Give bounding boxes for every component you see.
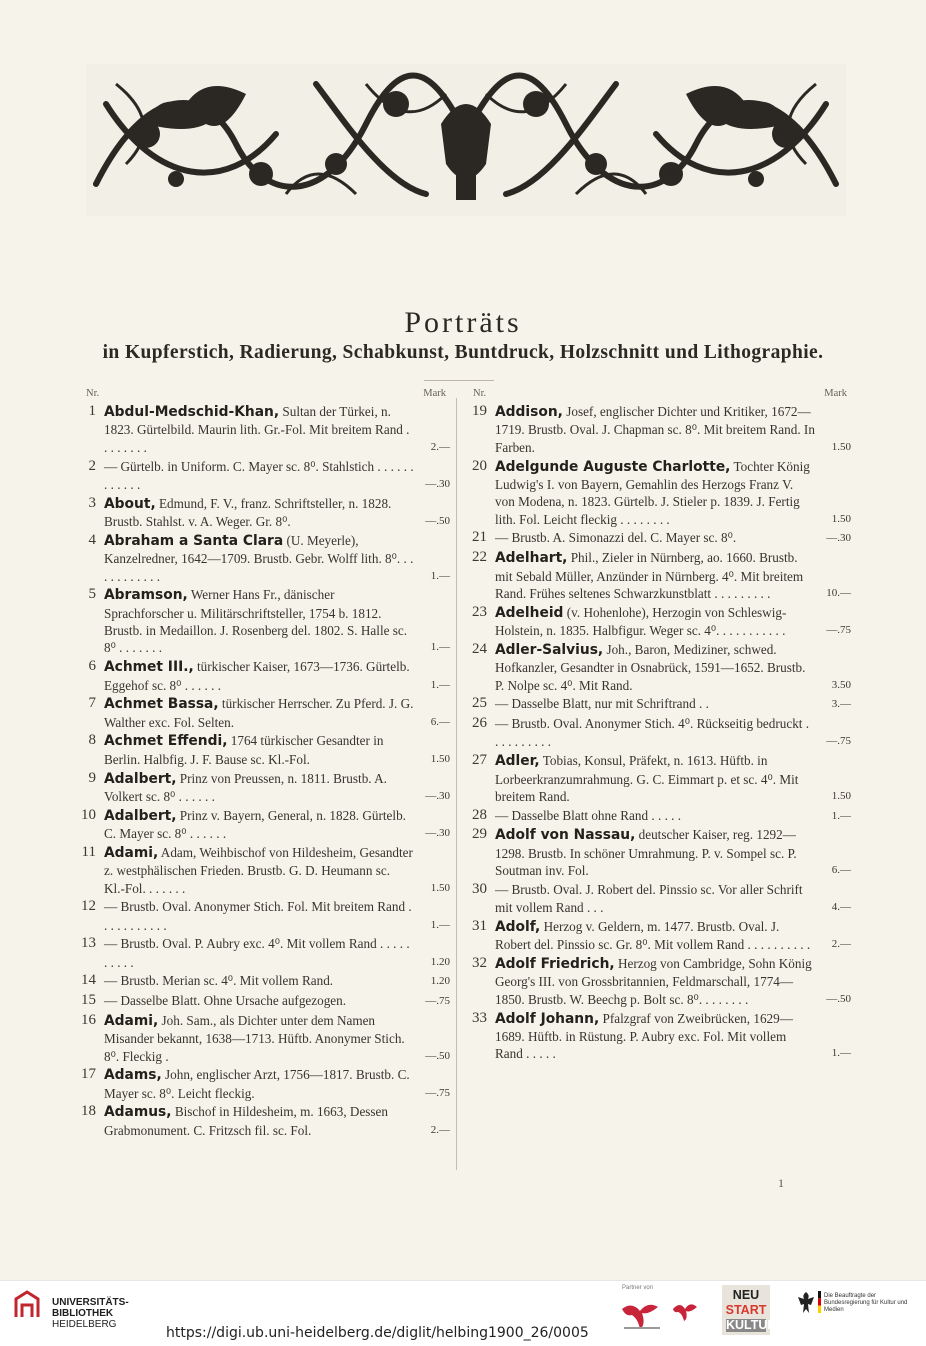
column-head-mark: Mark xyxy=(824,388,847,399)
entry-number: 23 xyxy=(472,603,487,620)
entry-number: 6 xyxy=(88,658,96,675)
entry-number: 11 xyxy=(81,843,96,860)
page-url-link[interactable]: https://digi.ub.uni-heidelberg.de/diglit/helbing1900_26/0005 xyxy=(166,1325,589,1341)
entry-number: 19 xyxy=(472,403,487,419)
entry-name: Adalbert, xyxy=(104,770,177,787)
entry-number: 27 xyxy=(472,752,487,769)
entry-name: Adamus, xyxy=(104,1104,172,1121)
catalog-entry xyxy=(76,935,450,971)
entry-price: 1.— xyxy=(430,678,450,691)
federal-eagle-icon xyxy=(796,1289,816,1319)
entry-number: 18 xyxy=(81,1103,96,1120)
entry-number: 1 xyxy=(88,403,96,419)
catalog-entry xyxy=(467,1010,851,1063)
catalog-entry xyxy=(467,881,851,917)
entry-description: — Brustb. Merian sc. 4⁰. Mit vollem Rand. xyxy=(104,973,334,989)
entry-list-right xyxy=(467,403,851,1063)
entry-description: — Brustb. A. Simonazzi del. C. Mayer sc. 8⁰. xyxy=(495,530,737,546)
entry-price: 1.50 xyxy=(430,752,450,765)
entry-price: 1.— xyxy=(831,1047,851,1060)
catalog-entry xyxy=(76,532,450,585)
catalog-entry xyxy=(76,658,450,694)
entry-name: Adams, xyxy=(104,1067,162,1084)
entry-price: —.75 xyxy=(425,1086,450,1099)
entry-price: 1.50 xyxy=(831,440,851,453)
entry-number: 16 xyxy=(81,1011,96,1028)
entry-name: Achmet Effendi, xyxy=(104,733,228,750)
entry-price: 10.— xyxy=(826,586,851,599)
entry-description: Joh. Sam., als Dichter unter dem Namen Misander bekannt, 1638—1713. Hüftb. Anonymer Stich. 8⁰. Fleckig . xyxy=(104,1012,405,1064)
catalog-entry xyxy=(467,549,851,602)
entry-description: — Dasselbe Blatt ohne Rand . . . . . xyxy=(495,807,682,823)
entry-description: türkischer Kaiser, 1673—1736. Gürtelb. Eggehof sc. 8⁰ . . . . . . xyxy=(104,659,410,693)
entry-number: 7 xyxy=(88,695,96,712)
catalog-entry xyxy=(76,1066,450,1102)
entry-description: John, englischer Arzt, 1756—1817. Brustb. C. Mayer sc. 8⁰. Leicht fleckig. xyxy=(104,1067,410,1101)
column-divider xyxy=(456,398,457,1170)
entry-description: — Dasselbe Blatt. Ohne Ursache aufgezogen. xyxy=(104,993,347,1009)
column-header xyxy=(467,388,851,403)
entry-description: Adam, Weihbischof von Hildesheim, Gesandter z. westphälischen Frieden. Brustb. G. D. Heumann sc. Kl.-Fol. . . . . . . xyxy=(104,844,413,896)
entry-price: 3.50 xyxy=(831,678,851,691)
entry-description: Bischof in Hildesheim, m. 1663, Dessen Grabmonument. C. Fritzsch fil. sc. Fol. xyxy=(104,1104,389,1138)
entry-price: 2.— xyxy=(430,1123,450,1136)
deutsche-digitale-bibliothek-logo-icon[interactable] xyxy=(618,1295,666,1335)
entry-price: 2.— xyxy=(831,938,851,951)
entry-number: 3 xyxy=(88,494,96,511)
entry-price: —.50 xyxy=(425,515,450,528)
entry-number: 32 xyxy=(472,955,487,972)
entry-name: Adler, xyxy=(495,753,540,770)
entry-price: —.75 xyxy=(826,735,851,748)
entry-number: 22 xyxy=(472,549,487,566)
entry-name: Addison, xyxy=(495,404,563,420)
page-title: Porträts xyxy=(404,306,522,339)
entry-description: — Brustb. Oval. J. Robert del. Pinssio sc. Vor aller Schrift mit vollem Rand . . . xyxy=(495,881,803,916)
entry-description: Werner Hans Fr., dänischer Sprachforscher u. Militärschriftsteller, 1754 b. 1812. Brustb. in Medaillon. J. Rosenberg del. 1802. S. Halle sc. 8⁰ . . . . . . . xyxy=(104,587,408,656)
entry-price: 1.— xyxy=(831,809,851,822)
entry-description: — Brustb. Oval. Anonymer Stich. 4⁰. Rückseitig bedruckt . . . . . . . . . . xyxy=(495,715,810,750)
entry-price: —.30 xyxy=(425,827,450,840)
entry-number: 13 xyxy=(81,935,96,952)
entry-number: 20 xyxy=(472,457,487,474)
catalog-entry xyxy=(467,752,851,805)
university-library-logo-icon[interactable] xyxy=(12,1289,42,1321)
entry-price: 1.50 xyxy=(831,789,851,802)
entry-description: Herzog v. Geldern, m. 1477. Brustb. Oval. J. Robert del. Pinssio sc. Gr. 8⁰. Mit vollem Rand . . . . . . . . . . xyxy=(495,918,811,953)
flag-stripes-icon xyxy=(818,1291,821,1313)
entry-name: Adolf, xyxy=(495,918,541,935)
entry-list-left xyxy=(76,403,450,1139)
partner-label: Partner von xyxy=(622,1285,654,1291)
entry-price: —.30 xyxy=(826,532,851,545)
catalog-entry xyxy=(467,641,851,694)
neustart-kultur-logo[interactable]: NEU START KULTUR xyxy=(722,1285,770,1335)
entry-number: 9 xyxy=(88,769,96,786)
entry-price: 6.— xyxy=(831,864,851,877)
entry-number: 33 xyxy=(472,1009,487,1026)
column-head-nr: Nr. xyxy=(473,388,487,399)
entry-description: Sultan der Türkei, n. 1823. Gürtelbild. Maurin lith. Gr.-Fol. Mit breitem Rand . . . . . . . . xyxy=(104,404,410,455)
entry-number: 8 xyxy=(88,732,96,749)
catalog-entry xyxy=(76,770,450,806)
catalog-entry xyxy=(467,403,851,456)
entry-description: — Dasselbe Blatt, nur mit Schriftrand . . xyxy=(495,696,709,712)
entry-price: —.30 xyxy=(425,477,450,490)
catalog-entry xyxy=(467,695,851,713)
entry-name: Adolf Johann, xyxy=(495,1010,600,1027)
entry-name: Achmet III., xyxy=(104,659,194,676)
entry-name: Abraham a Santa Clara xyxy=(104,532,284,549)
entry-number: 10 xyxy=(81,806,96,823)
ornamental-header-vignette xyxy=(86,64,846,216)
catalog-entry xyxy=(76,1012,450,1065)
entry-name: Adelgunde Auguste Charlotte, xyxy=(495,458,731,475)
entry-number: 4 xyxy=(88,531,96,548)
entry-description: Tochter König Ludwig's I. von Bayern, Gemahlin des Herzogs Franz V. von Modena, n. 1823. Gürtelb. J. Stieler p. 1839. J. Fertig lith. Fol. Leicht fleckig . . . . . . . . xyxy=(495,458,810,527)
entry-price: 1.— xyxy=(430,569,450,582)
entry-price: 6.— xyxy=(430,715,450,728)
entry-number: 28 xyxy=(472,806,487,823)
catalog-entry xyxy=(76,807,450,843)
page-number: 1 xyxy=(778,1176,784,1190)
entry-name: Adalbert, xyxy=(104,807,177,824)
entry-number: 26 xyxy=(472,714,487,731)
entry-number: 30 xyxy=(472,880,487,897)
entry-description: türkischer Herrscher. Zu Pferd. J. G. Walther exc. Fol. Selten. xyxy=(104,696,414,730)
catalog-entry xyxy=(76,1103,450,1139)
catalog-entry xyxy=(76,898,450,934)
entry-price: 2.— xyxy=(430,440,450,453)
entry-description: Tobias, Konsul, Präfekt, n. 1613. Hüftb. in Lorbeerkranzumrahmung. G. C. Eimmart p. et sc. 4⁰. Mit breitem Rand. xyxy=(495,753,799,804)
catalog-entry xyxy=(76,495,450,531)
entry-price: —.75 xyxy=(425,995,450,1008)
partner-bird-logo-icon[interactable] xyxy=(670,1299,700,1323)
page-subtitle: in Kupferstich, Radierung, Schabkunst, Buntdruck, Holzschnitt und Lithographie. xyxy=(102,342,824,363)
entry-price: 1.20 xyxy=(430,975,450,988)
entry-number: 21 xyxy=(472,529,487,546)
viewer-footer xyxy=(0,1280,926,1346)
entry-price: —.30 xyxy=(425,789,450,802)
right-column xyxy=(467,388,851,1064)
catalog-entry xyxy=(76,732,450,768)
entry-price: 1.50 xyxy=(831,512,851,525)
bkm-label: Die Beauftragte der Bundesregierung für Kultur und Medien xyxy=(824,1293,908,1313)
catalog-entry xyxy=(467,715,851,751)
entry-price: 1.— xyxy=(430,918,450,931)
catalog-entry xyxy=(76,972,450,990)
catalog-entry xyxy=(76,695,450,731)
entry-price: 1.— xyxy=(430,641,450,654)
entry-number: 31 xyxy=(472,917,487,934)
entry-number: 15 xyxy=(81,992,96,1009)
entry-description: Prinz v. Bayern, General, n. 1828. Gürtelb. C. Mayer sc. 8⁰ . . . . . . xyxy=(104,807,406,842)
entry-number: 17 xyxy=(81,1066,96,1083)
entry-description: — Brustb. Oval. Anonymer Stich. Fol. Mit breitem Rand . . . . . . . . . . . xyxy=(104,899,412,933)
entry-description: Pfalzgraf von Zweibrücken, 1629—1689. Hüftb. in Rüstung. P. Aubry exc. Fol. Mit vollem Rand . . . . . xyxy=(495,1010,793,1062)
entry-description: Josef, englischer Dichter und Kritiker, 1672—1719. Brustb. Oval. J. Chapman sc. 8⁰. Mit breitem Rand. In Farben. xyxy=(495,404,815,455)
entry-name: Abdul-Medschid-Khan, xyxy=(104,404,280,420)
entry-price: —.50 xyxy=(826,992,851,1005)
entry-price: —.50 xyxy=(425,1049,450,1062)
entry-name: Adolf Friedrich, xyxy=(495,956,615,973)
entry-description: (U. Meyerle), Kanzelredner, 1642—1709. Brustb. Gebr. Wolff lith. 8⁰. . . . . . . . . . . . xyxy=(104,532,414,584)
entry-price: —.75 xyxy=(826,624,851,637)
column-head-nr: Nr. xyxy=(86,388,100,399)
catalog-entry xyxy=(76,403,450,456)
entry-description: 1764 türkischer Gesandter in Berlin. Halbfig. J. F. Bause sc. Kl.-Fol. xyxy=(104,733,384,767)
catalog-entry xyxy=(467,604,851,640)
entry-name: About, xyxy=(104,495,156,512)
catalog-entry xyxy=(467,529,851,547)
entry-name: Abramson, xyxy=(104,587,188,604)
catalog-entry xyxy=(76,586,450,657)
entry-description: Phil., Zieler in Nürnberg, ao. 1660. Brustb. mit Sebald Müller, Anzünder in Nürnberg. 4⁰. Mit breitem Rand. Frühes seltenes Schwarzkunstblatt . . . . . . . . . xyxy=(495,550,804,601)
entry-name: Adelhart, xyxy=(495,550,568,567)
column-head-mark: Mark xyxy=(423,388,446,399)
entry-number: 24 xyxy=(472,640,487,657)
entry-description: Herzog von Cambridge, Sohn König Georg's III. von Grossbritannien, Feldmarschall, 1774—1850. Brustb. W. Beechg p. Bolt sc. 8⁰. . . . . . . . xyxy=(495,956,812,1007)
entry-number: 2 xyxy=(88,457,96,474)
entry-description: Edmund, F. V., franz. Schriftsteller, n. 1828. Brustb. Stahlst. v. A. Weger. Gr. 8⁰. xyxy=(104,495,392,530)
catalog-entry xyxy=(467,826,851,879)
entry-name: Adelheid xyxy=(495,604,564,621)
entry-name: Achmet Bassa, xyxy=(104,696,219,713)
entry-description: — Brustb. Oval. P. Aubry exc. 4⁰. Mit vollem Rand . . . . . . . . . . xyxy=(104,936,410,970)
entry-number: 5 xyxy=(88,586,96,603)
entry-description: Joh., Baron, Mediziner, schwed. Hofkanzler, Gesandter in Osnabrück, 1591—1652. Brustb. P. Nolpe sc. 4⁰. Mit Rand. xyxy=(495,641,806,693)
entry-description: (v. Hohenlohe), Herzogin von Schleswig-Holstein, n. 1835. Halbfigur. Weger sc. 4⁰. . . . . . . . . . . xyxy=(495,604,787,639)
university-library-name[interactable]: UNIVERSITÄTS- BIBLIOTHEK HEIDELBERG xyxy=(52,1297,129,1330)
catalog-entry xyxy=(467,458,851,529)
left-column xyxy=(76,388,450,1141)
entry-number: 29 xyxy=(472,826,487,843)
entry-number: 25 xyxy=(472,695,487,712)
entry-name: Adolf von Nassau, xyxy=(495,827,636,844)
entry-price: 3.— xyxy=(831,698,851,711)
entry-description: deutscher Kaiser, reg. 1292—1298. Brustb. In schöner Umrahmung. P. v. Sompel sc. P. Soutman inv. Fol. xyxy=(495,827,797,879)
catalog-entry xyxy=(467,955,851,1008)
title-rule xyxy=(424,380,494,381)
entry-price: 1.50 xyxy=(430,881,450,894)
catalog-entry xyxy=(467,918,851,954)
entry-name: Adami, xyxy=(104,1012,159,1029)
entry-description: — Gürtelb. in Uniform. C. Mayer sc. 8⁰. Stahlstich . . . . . . . . . . . . xyxy=(104,458,414,492)
column-header xyxy=(76,388,450,403)
catalog-entry xyxy=(76,458,450,494)
entry-number: 12 xyxy=(81,898,96,915)
entry-number: 14 xyxy=(81,972,96,989)
entry-price: 1.20 xyxy=(430,955,450,968)
entry-name: Adami, xyxy=(104,844,159,861)
catalog-entry xyxy=(467,807,851,825)
catalog-entry xyxy=(76,992,450,1010)
entry-description: Prinz von Preussen, n. 1811. Brustb. A. Volkert sc. 8⁰ . . . . . . xyxy=(104,770,387,804)
entry-price: 4.— xyxy=(831,901,851,914)
entry-name: Adler-Salvius, xyxy=(495,641,604,658)
catalog-entry xyxy=(76,844,450,897)
